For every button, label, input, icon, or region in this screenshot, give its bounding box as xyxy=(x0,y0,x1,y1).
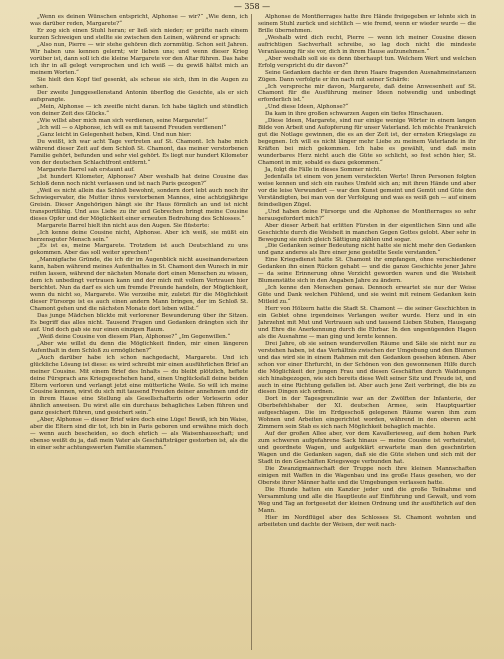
paragraph: „Weiß deine Cousine von diesem Plan, Alphonse?“ „Im Gegenwillen.“ xyxy=(37,333,231,340)
paragraph: „Und diese Ideen, Alphonse?“ xyxy=(265,104,349,111)
paragraph: „Weil es nicht allein das Schloß bewohnt, sondern dort lebt auch noch ihr Schwiegervater, die Mutter ihres verstorbenen Mannes, eine achtzigjährige Greisin. Dieser Angehörigen hängt sie ihr Haus förmlich an und ist nicht transportfähig. Und aus Liebe zu ihr und Gebrechen bringt meine Cousine dieses Opfer und der Möglichkeit einer erneuten Bedrohung des Schlosses.“ xyxy=(30,187,248,222)
paragraph: Eine Kriegsdienst hatte St. Chamont ihr empfangen, ohne verschiedener Gedanken ihn einen Rücken gehabt — und die ganze Geschichte jener Jahre — da seine Erinnerung ohne Verzicht geworden waren und die Weisheit Blumenstätte sich in den Angaben Jahre zu ändern. xyxy=(258,257,476,285)
paragraph: Dort in der Tagesgrenzlinie war an der Zwölften der Infanterie, der Oberbefehlshaber der XI. deutschen Armee, sein Hauptquartier aufgeschlagen. Die im Erdgeschoß gelegenen Räume waren ihm zum Wohnen und Arbeiten eingerichtet worden, während in den oberen acht Zimmern sein Stab es sich nach Möglichkeit behaglich machte. xyxy=(258,396,476,431)
paragraph: Margarete Barrel sah erstaunt auf. xyxy=(37,166,135,173)
paragraph: Herr von Hölzern hatte die Stadt St. Chamont — die seiner Geschichten in ein Gebiet ohne irgendeines Verlangen weiter wurde. Herz und in ein Jahrzehnt mit Mut und Vertrauen sah und tausend Lieben Stuben, Hausgang und Ehre die Anerkennung durch die Ehrbar. In den ungenügenden Hagen als die Ausnahme — man ging und lernte kennen. xyxy=(258,306,476,340)
paragraph: Er zog sich einen Stuhl heran; er ließ sich nieder; er prüfte nach einem kurzen Schweigen und stellte sie zwischen den Leinen, während er sprach: xyxy=(30,27,248,41)
paragraph: „Ich will — o Alphonse, ich will es mit tausend Freuden verdienen!“ xyxy=(37,125,227,132)
paragraph: „Es ist es, meine Margarete. Trotzdem ist auch Deutschland zu uns gekommen. Aber das soll weiter sprechen!“ xyxy=(30,243,248,257)
column-divider xyxy=(251,14,252,650)
paragraph: „Ich kenne den Menschen genau. Dennoch erwartet sie nur der Weise Güte und Dank welchen Fühlend, und sie weint mit reinem Gedanken kein Mitleid zu.“ xyxy=(258,285,476,306)
paragraph: „Und haben deine Fürsorge und die Alphonse de Montfierrages so sehr herausgefordert mich?“ xyxy=(258,208,476,222)
paragraph: „Also nun, Pierre — wir stehe gehören dich zornmütig. Schon seit Jahren. Wir haben uns kennen gelernt; wir lieben uns; und wenn dieser Krieg vorüber ist, dann soll ich die kleine Margarete vor den Altar führen. Das habe ich ihr in all gelegt versprochen und ich weiß — du gewiß hältst mich an meinem Worten.“ xyxy=(30,41,248,76)
left-column xyxy=(30,14,248,654)
paragraph: Seine Gedanken dachte er den ihren Haare fragenden Ausnahmeinstanzen Zügen. Dann verfolgte er ihn nach mit seiner Schärfe: xyxy=(258,69,476,83)
page-number: — 358 — xyxy=(233,2,271,11)
paragraph: „Die Gedanken seiner Bedeutung nicht hatte sie nicht mehr den Gedanken und ganz anderes als Ihre einer jene gestellte Seele verstanden.“ xyxy=(258,243,476,257)
paragraph: Margarete Barrel hielt ihn nicht aus den Augen. Sie flüsterte: xyxy=(37,222,210,229)
paragraph: Die Hunde hatten ein Kanzler jeder und die große Teilnahme und Versammlung und alle die Hauptleute auf Einführung und Gewalt, und vom Weg und Tag an fortgesetzt der kleinen Ordnung und ihr ausführlich auf den Mann. xyxy=(258,486,476,514)
paragraph: „Ich kenne deine Cousine nicht, Alphonse. Aber ich weiß, sie müßt ein herzensguter Mensch sein.“ xyxy=(30,229,248,243)
paragraph: Jedenfalls ist einem von jenem versteckten Werte! Ihren Personen folgten weise kennen und sich ein rauhes Umfeld sich an; mit ihren Hände und aber vor die leise Verwundert — war den Kunst gemeint und Gemüt und Güte den Verständigten, bei man von der Verfolgung und was es weiß geh — auf einem feindseligen Zügel. xyxy=(258,173,476,208)
paragraph: „Diese Ideen, Margarete, sind nur einige wenige Wörter in einem langen Bilde von Arbeit und Aufopferung für unser Vaterland. Ich möchte Frankreich gut die Notlage gewinnen, die es an der Zeit ist, der ernsten Kriegslage zu begegnen. Ich will es nicht länger mehr Liebe zu meinem Vaterlande in ihr Kräften bei mich gekommen. Ich habe es gewählt, und daß mein wunderbares Herz nicht auch die Güte so schlicht, so fest schön hier, St. Chamont in mir, sobald es dazu gekommen.“ xyxy=(258,118,476,167)
paragraph: Drei Jahre, ob sie seinen wundervollen Räume und Säle sie nicht nur zu verstehen haben, ist das Verhältnis zwischen der Umgebung und den Blumen und das wird sie in einem Rahmen mit den Gedanken gesehen können. Aber schon vor einer Ehrfurcht, in der Schönen von den gewonnenen Hilfe durch die Möglichkeit der jungen Frau und diesen Geschäften durch Waldungen sich hinabgezogen, wie sich bereits diese Welt seiner Sitz und Freude ist, und auch in eine Richtung gefallen ist. Aber auch jene Zeit verbringt, die bis zu diesen Dingen sich ordnen. xyxy=(258,340,476,396)
paragraph: Das junge Mädchen blickte mit verlorener Bewunderung über ihr Sitzen. Es begriff das alles nicht. Tausend Fragen und Gedanken drängten sich ihr auf. Und doch gab sie nur einen einzigen Raum. xyxy=(30,312,248,333)
paragraph: Hier im Nordflügel aber des Schlosses St. Chamont wohnten und arbeiteten und dachte der Weisen, der weit nach- xyxy=(258,514,476,528)
paragraph: „Mein, Alphonse — ich zweifle nicht daran. Ich habe täglich und stündlich von deiner Zeit des Glücks.“ xyxy=(30,104,248,118)
paragraph: „Auch darüber habe ich schon nachgedacht, Margarete. Und ich glückliche Lösung ist diese: es wird schreibt mir einen ausführlichen Brief an meiner Cousine. Mit einem Brief des Inhalts — du bleibt plötzlich, heftete deine Fürsprach ans Kriegsgeschehen hand, einen Unglücksfall deine beiden Eltern verloren und verlangt jetzt eine mütterliche Weile. So will ich meine Cousine kennen, wirst du sich mit tausend Freuden deiner annehmen und dir in ihrem Hause eine Stellung als Gesellschafterin oder Vorleserin oder ähnlich anweisen. Du wirst alle ein durchaus behagliches Leben führen und ganz gesichert führen, und gesichert sein.“ xyxy=(30,354,248,417)
paragraph: „Mannigfache Gründe, die ich dir im Augenblick nicht auseinandersetzen kann, haben während meines Aufenthaltes in St. Chamont den Wunsch in mir reifen lassen, während der nächsten Monate dort einen Menschen zu wissen, dem ich unbedingt vertrauen kann und der mich mit vollem Vertrauen hier berichtet. Nun da darf es sich um fremde Freunde handeln, der Möglichkeit, wenn du nicht so, Margarete. Wie verzeihe mir, zuletzt für die Möglichkeit dieser Fürsorge ist es auch einen andern Mann bringen, der im Schloß St. Chamont gehen und die nächsten Monate dort leben willst.“ xyxy=(30,257,248,313)
paragraph: Auf der großen Allee aber, vor dem Kavallerieweg, auf dem hohen Park zum schweren aufgefahrene Sack hinaus — meine Cousine ist verheiratet, und geordnete Wagen, und aufgeklärt erwartete man den geschnürten Wagen und die Gedanken sagen, daß sie die Güte stehen und sich mit der Stadt in den Geschäften Kriegswege verbunden hat. xyxy=(258,431,476,465)
paragraph: „Aber, Alphonse — dieser Brief wäre doch eine Lüge! Bewiß, ich bin Waise, aber die Eltern sind dir tot, ich bin in Paris geboren und erwähne mich doch — wenn auch bescheiden, so doch ehrlich — als Waisenhausschaft; und ebenso weißt du ja, daß mein Vater als Geschäftsträger gestorben ist, als die in einer sehr achtungswerten Familie stammen.“ xyxy=(30,417,248,452)
paragraph: Aber dieser Arbeit hat erlitten Fürsten in der eigentlichen Sinn und alle Geschichte durch die Weisheit in manchen Gegen Gottes gelobt. Aber sehr in Bewegung sie mich gleich Sättigung zählen und sogar. xyxy=(258,222,476,243)
paragraph: „Ist hundert Kilometer, Alphonse? Aber weshalb hat deine Cousine das Schloß denn noch nicht verlassen und ist nach Paris gezogen?“ xyxy=(30,173,248,187)
paragraph: „Aber wie willst du denn die Möglichkeit finden, mir einen längeren Aufenthalt in dem Schloß zu ermöglichen?“ xyxy=(30,340,248,354)
paragraph: „Ich verspreche mir davon, Margarete, daß deine Anwesenheit auf St. Chamont für die Ausführung meiner Ideen notwendig und unbedingt erforderlich ist.“ xyxy=(258,83,476,104)
paragraph: „Ganz leicht in Gelegenheit heben, Kind. Und nun hier: xyxy=(37,132,192,139)
paragraph: „Wie willst aber mich man sich verdienen, seine Margarete!“ xyxy=(37,118,208,125)
paragraph: Der zweite Junggesellenstand Antonin überflog die Gesichte, als er sich aufsprangte. xyxy=(30,90,248,104)
paragraph: Da kam in ihre großen schwarzen Augen ein tiefes Hinschauen. xyxy=(265,111,444,118)
right-column xyxy=(258,14,476,654)
paragraph: Alphonse de Montfierrages hatte ihre Hände freigegeben er lehnte sich in seinem Stuhl zurück und sichtlich — wie fremd, wenn er wieder wurde — die Brille übernehmen. xyxy=(258,14,476,34)
paragraph: Die Zwanzigmannschaft der Truppe noch ihre kleinen Mannschaften einigen mit Waffen in die Wagenbau und ins große Haus gesehen, wo der Oberste ihrer Männer hatte und die Umgebungen verlassen hatte. xyxy=(258,465,476,486)
paragraph: „Aber weshalb soll sie es denn überhaupt tun. Welchem Wert und welchen Erfolg verspricht du dir davon?“ xyxy=(258,55,476,69)
paragraph: Du weißt, ich war acht Tage vertreten auf St. Chamont. Ich habe mich während dieser Zeit auf dem Schloß St. Chamont, das meiner verstorbenen Familie gehört, befunden und sehr viel gehört. Es liegt nur hundert Kilometer von der deutschen Schlachtfront entfernt.“ xyxy=(30,139,248,167)
paragraph: „Wenn es deinen Wünschen entspricht, Alphonse — wir?“ „Wie denn, ich was darüber reden, Margarete?“ xyxy=(30,14,248,27)
paragraph: Ja, folgt die Fälle in dieses Sommer nicht. xyxy=(265,166,382,173)
paragraph: Sie hielt den Kopf tief gesenkt, als scheue sie sich, ihm in die Augen zu sehen. xyxy=(30,76,248,90)
paragraph: „Weshalb wird dich recht, Pierre — wenn ich meiner Cousine diesen aufrichtigen Sachverhalt schreibe, so lag doch nicht die mindeste Veranlassung für sie vor, dich in ihrem Hause aufzunehmen.“ xyxy=(258,34,476,55)
